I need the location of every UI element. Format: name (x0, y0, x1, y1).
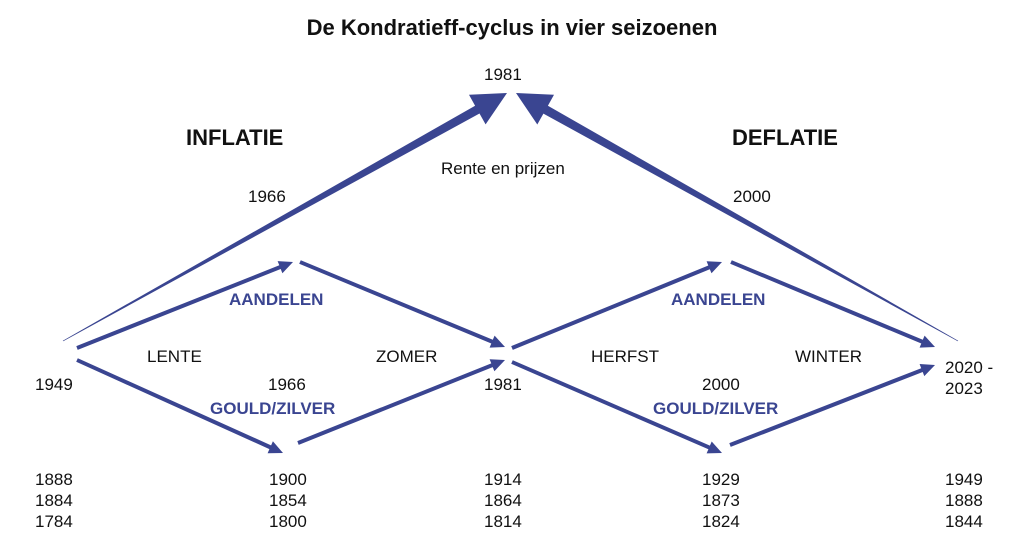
inflation-label: INFLATIE (186, 125, 284, 150)
interest-prices-label: Rente en prijzen (441, 159, 565, 178)
history-column-3: 1914 1864 1814 (484, 470, 522, 531)
history-column-1: 1888 1884 1784 (35, 470, 73, 531)
gold-silver-label-left: GOULD/ZILVER (210, 399, 336, 418)
long-wave-year-right: 2000 (733, 187, 771, 206)
deflation-label: DEFLATIE (732, 125, 838, 150)
stocks-fall-arrow-1 (299, 260, 505, 347)
year-2020-2023: 2020 - 2023 (945, 358, 994, 398)
stocks-label-left: AANDELEN (229, 290, 324, 309)
history-column-5: 1949 1888 1844 (945, 470, 983, 531)
long-wave-year-left: 1966 (248, 187, 286, 206)
season-autumn: HERFST (591, 347, 659, 366)
peak-year-label: 1981 (484, 65, 522, 84)
gold-silver-label-right: GOULD/ZILVER (653, 399, 779, 418)
year-1966: 1966 (268, 375, 306, 394)
history-column-4: 1929 1873 1824 (702, 470, 740, 531)
history-column-2: 1900 1854 1800 (269, 470, 307, 531)
season-spring: LENTE (147, 347, 202, 366)
year-1949: 1949 (35, 375, 73, 394)
year-1981: 1981 (484, 375, 522, 394)
season-winter: WINTER (795, 347, 863, 366)
year-2000: 2000 (702, 375, 740, 394)
season-summer: ZOMER (376, 347, 438, 366)
diagram-title: De Kondratieff-cyclus in vier seizoenen (306, 15, 718, 40)
stocks-label-right: AANDELEN (671, 290, 766, 309)
